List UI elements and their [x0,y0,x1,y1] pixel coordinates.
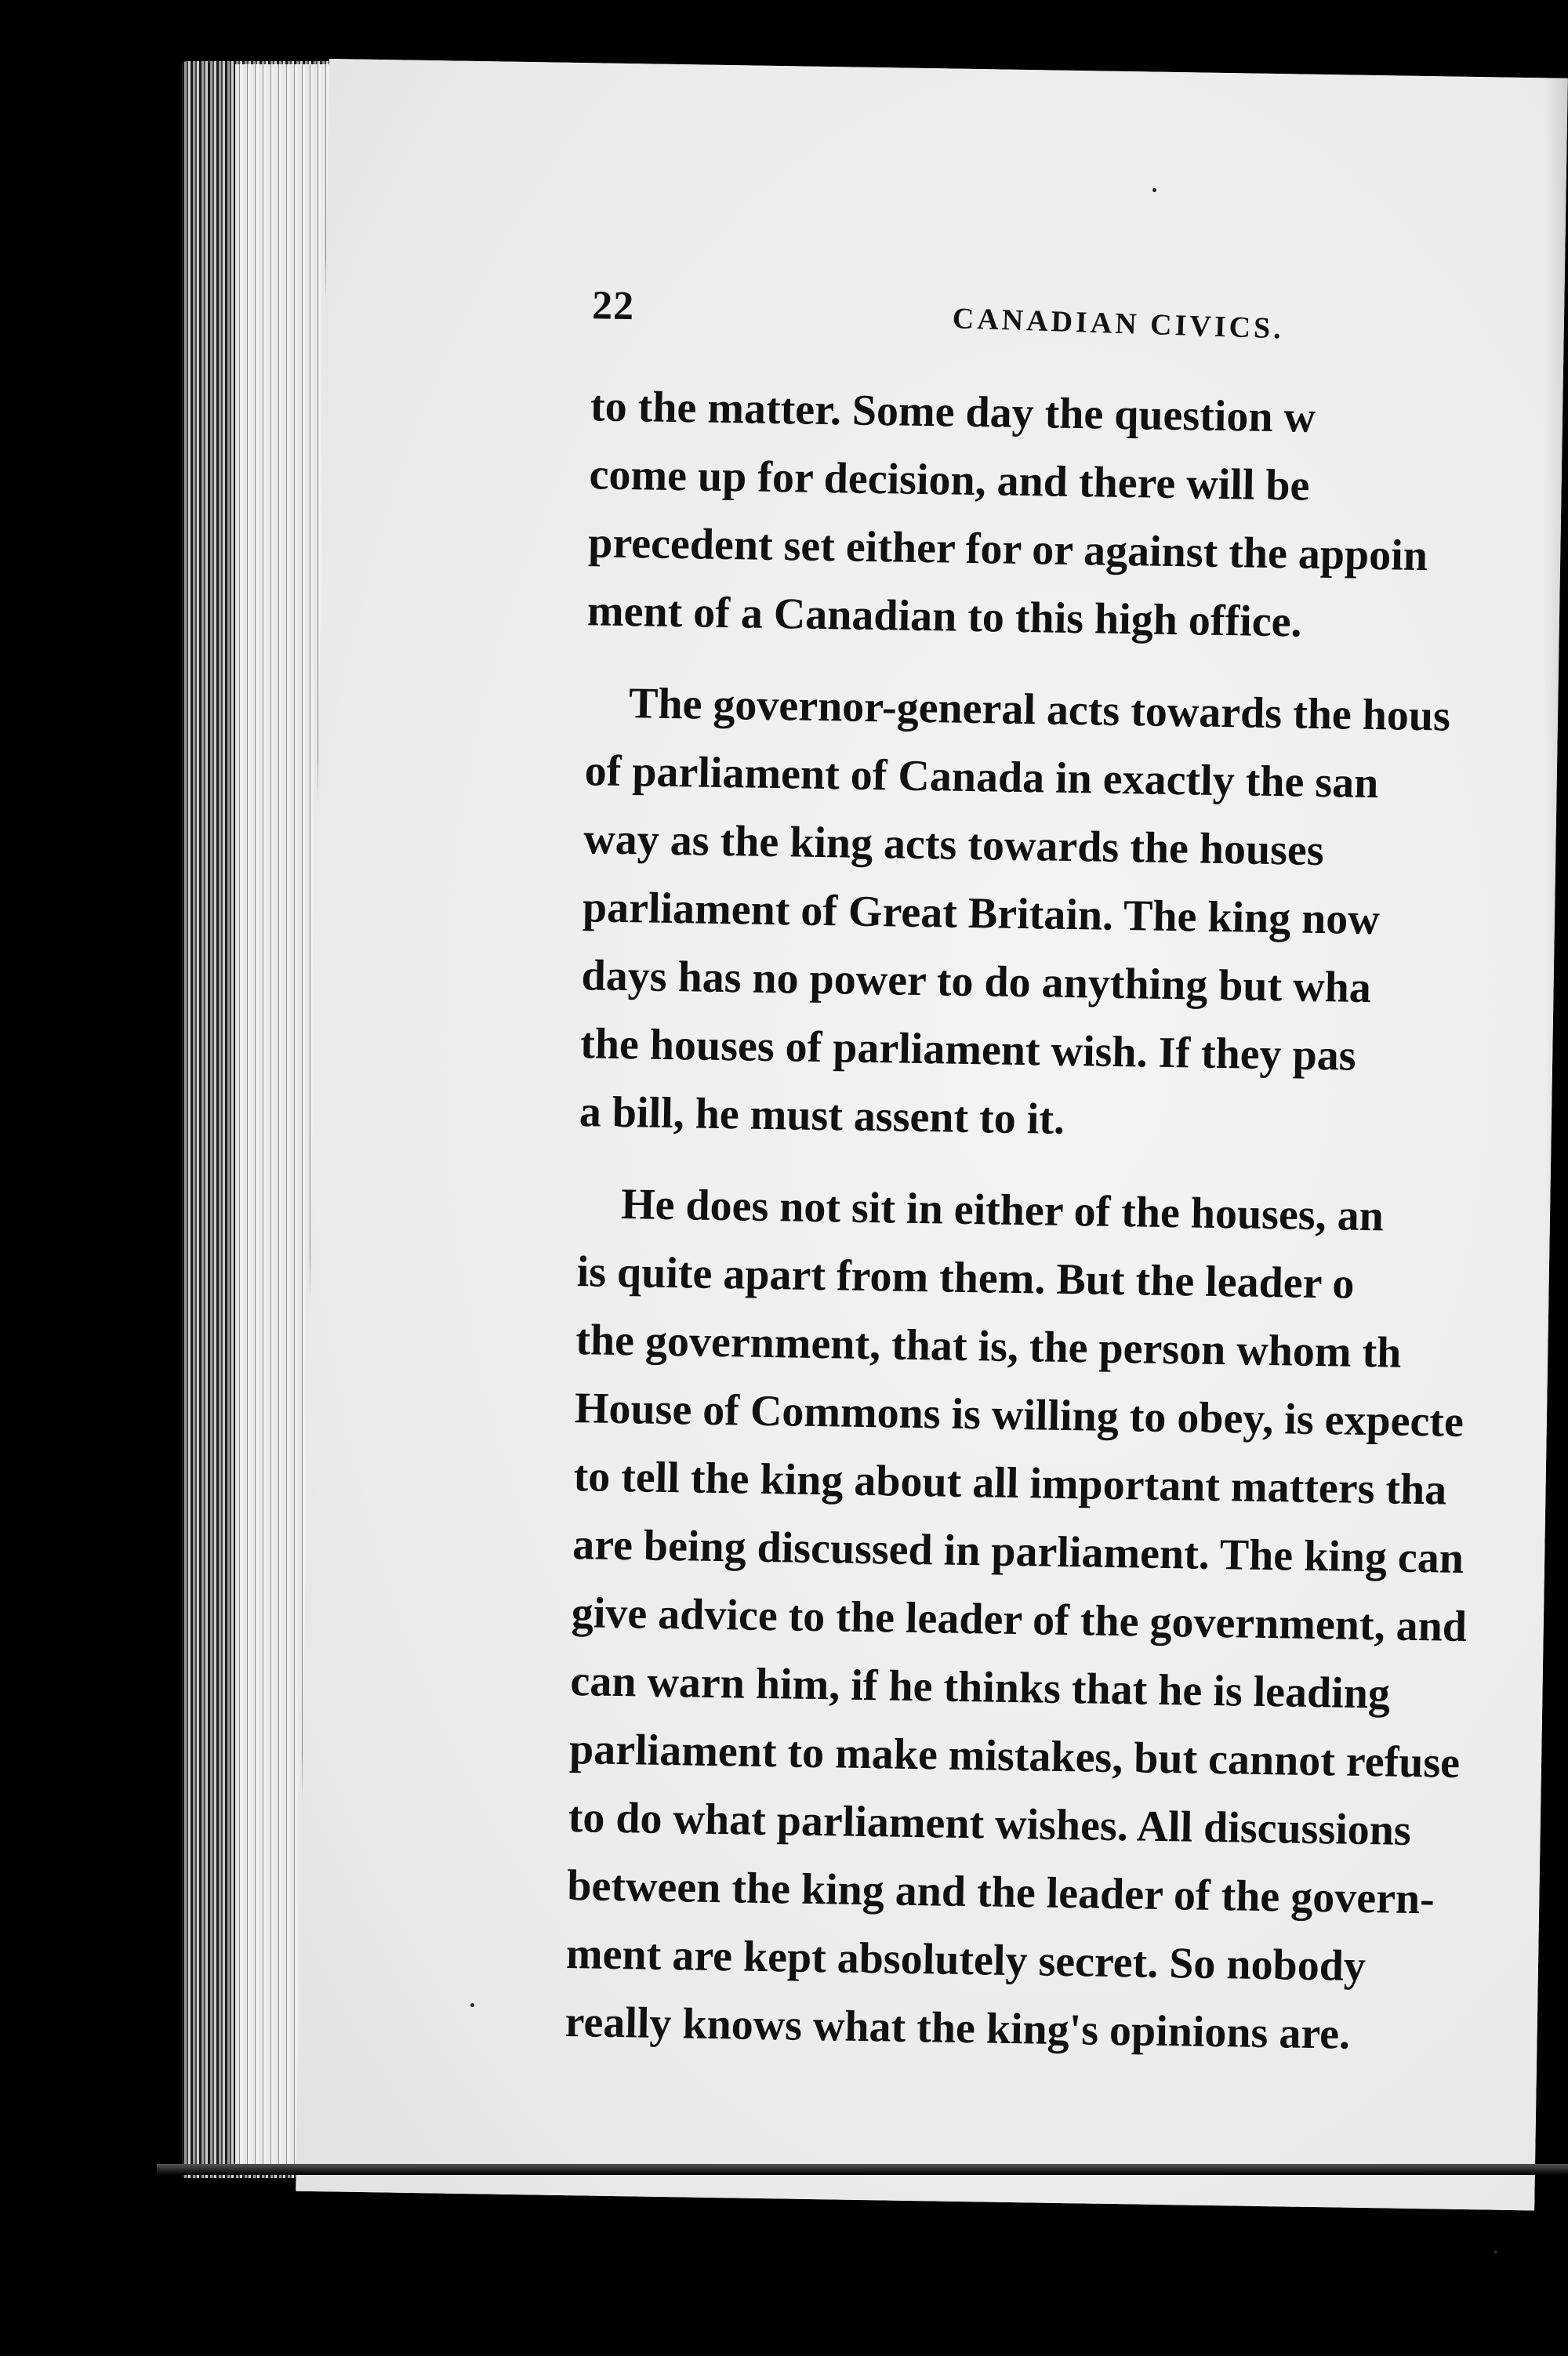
text-line: the government, that is, the person whom th [575,1316,1402,1378]
scan-speck [1494,2250,1497,2254]
text-line: of parliament of Canada in exactly the san [584,746,1379,808]
running-title: CANADIAN CIVICS. [952,302,1285,346]
text-line: ment of a Canadian to this high office. [586,586,1302,647]
text-line: the houses of parliament wish. If they pas [579,1019,1357,1080]
text-line: to do what parliament wishes. All discussions [568,1793,1412,1855]
text-line: to tell the king about all important matters tha [573,1452,1447,1515]
text-line: really knows what the king's opinions are. [564,1998,1351,2059]
text-line: give advice to the leader of the government, and [571,1588,1468,1652]
text-line: House of Commons is willing to obey, is expecte [574,1384,1465,1447]
text-line: can warn him, if he thinks that he is leading [570,1657,1391,1719]
text-line: come up for decision, and there will be [589,450,1310,510]
text-line: The governor-general acts towards the hous [628,679,1451,741]
paragraph-1 [586,372,1568,666]
text-line: ment are kept absolutely secret. So nobody [565,1929,1367,1991]
text-line: way as the king acts towards the houses [583,815,1325,876]
text-line: He does not sit in either of the houses, an [620,1180,1385,1241]
scan-speck [1152,188,1156,192]
text-line: to the matter. Some day the question w [590,382,1316,442]
text-line: days has no power to do anything but wha [581,951,1372,1013]
paragraph-2 [579,669,1568,1167]
text-line: is quite apart from them. But the leader o [576,1247,1355,1309]
text-line: between the king and the leader of the govern- [566,1861,1436,1924]
text-line: parliament to make mistakes, but cannot refuse [568,1725,1461,1788]
book-page [296,59,1568,2210]
text-line: a bill, he must assent to it. [579,1087,1065,1144]
text-line: parliament of Great Britain. The king now [582,883,1381,945]
page-bottom-edge [157,2164,1568,2175]
page-body-text [564,372,1568,2077]
scan-speck [470,2003,474,2007]
text-line: are being discussed in parliament. The king can [572,1520,1465,1583]
page-number: 22 [591,283,635,329]
page-right-shadow [1544,59,1568,2199]
text-line: precedent set either for or against the appoin [587,518,1428,581]
paragraph-3 [564,1170,1568,2078]
